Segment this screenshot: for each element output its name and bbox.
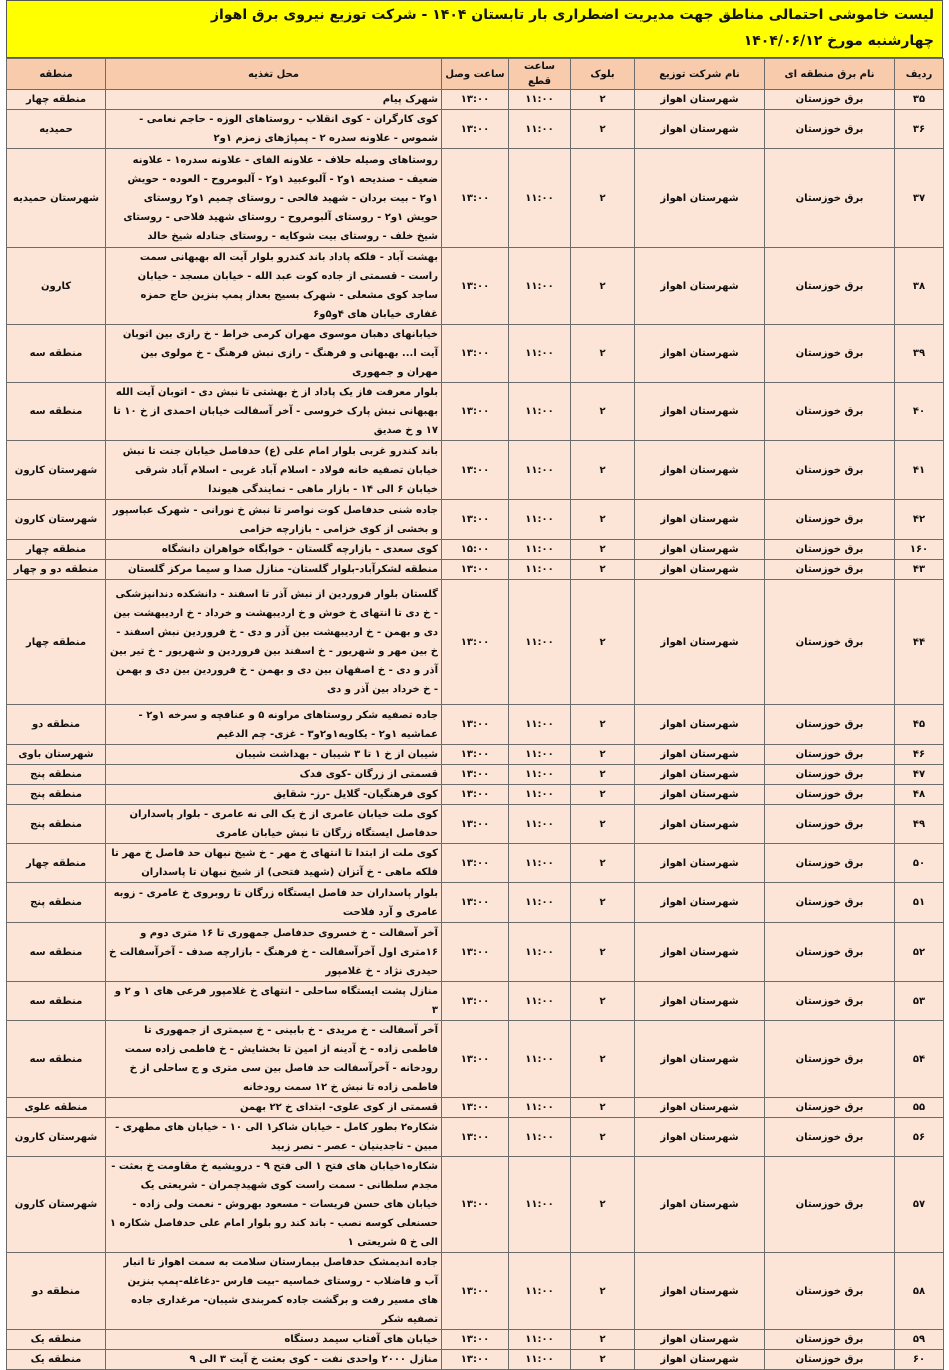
company-name-cell: شهرستان اهواز [635,745,765,765]
zone-name-cell: منطقه چهار [7,580,106,705]
table-row [7,540,944,560]
table-row [7,745,944,765]
cut-time-cell: ۱۱:۰۰ [509,248,571,325]
company-name-cell: شهرستان اهواز [635,1118,765,1157]
row-number-cell: ۵۸ [895,1253,944,1330]
connect-time-cell: ۱۳:۰۰ [442,441,509,500]
block-number-cell: ۲ [571,1350,635,1370]
block-number-cell: ۲ [571,1157,635,1253]
connect-time-cell: ۱۵:۰۰ [442,540,509,560]
zone-name-cell: منطقه دو و چهار [7,560,106,580]
cut-time-cell: ۱۱:۰۰ [509,923,571,982]
block-number-cell: ۲ [571,1330,635,1350]
cut-time-cell: ۱۱:۰۰ [509,1021,571,1098]
cut-time-cell: ۱۱:۰۰ [509,383,571,441]
feed-location-cell: بلوار پاسداران حد فاصل ایستگاه زرگان تا روبروی خ عامری - زوبه عامری و آرد فلاحت [106,883,442,923]
regional-name-cell: برق خوزستان [765,1350,895,1370]
row-number-cell: ۱۶۰ [895,540,944,560]
block-number-cell: ۲ [571,248,635,325]
connect-time-cell: ۱۳:۰۰ [442,1253,509,1330]
title-banner [6,0,943,58]
header-row-number: ردیف [895,59,944,90]
regional-name-cell: برق خوزستان [765,982,895,1021]
zone-name-cell: منطقه دو [7,1253,106,1330]
company-name-cell: شهرستان اهواز [635,982,765,1021]
company-name-cell: شهرستان اهواز [635,325,765,383]
connect-time-cell: ۱۳:۰۰ [442,248,509,325]
regional-name-cell: برق خوزستان [765,383,895,441]
cut-time-cell: ۱۱:۰۰ [509,110,571,149]
connect-time-cell: ۱۳:۰۰ [442,745,509,765]
connect-time-cell: ۱۳:۰۰ [442,1350,509,1370]
feed-location-cell: باند کندرو غربی بلوار امام علی (ع) حدفاصل خیابان جنت تا نبش خیابان تصفیه خانه فولاد - اسلام آباد غربی - اسلام آباد شرقی خیابان ۶ الی ۱۴ - بازار ماهی - نمایندگی هیوندا [106,441,442,500]
page-date: چهارشنبه مورخ ۱۴۰۴/۰۶/۱۲ [743,33,934,49]
connect-time-cell: ۱۳:۰۰ [442,765,509,785]
feed-location-cell: آخر آسفالت - خ خسروی حدفاصل جمهوری تا ۱۶ متری دوم و ۱۶متری اول آخرآسفالت - خ فرهنگ - بازارچه صدف - آخرآسفالت خ حیدری نژاد - خ غلامپور [106,923,442,982]
feed-location-cell: قسمتی از زرگان -کوی فدک [106,765,442,785]
connect-time-cell: ۱۳:۰۰ [442,705,509,745]
cut-time-cell: ۱۱:۰۰ [509,500,571,540]
zone-name-cell: شهرستان باوی [7,745,106,765]
zone-name-cell: منطقه یک [7,1350,106,1370]
block-number-cell: ۲ [571,785,635,805]
connect-time-cell: ۱۳:۰۰ [442,1330,509,1350]
company-name-cell: شهرستان اهواز [635,705,765,745]
connect-time-cell: ۱۳:۰۰ [442,805,509,844]
block-number-cell: ۲ [571,844,635,883]
company-name-cell: شهرستان اهواز [635,805,765,844]
row-number-cell: ۵۹ [895,1330,944,1350]
connect-time-cell: ۱۳:۰۰ [442,785,509,805]
regional-name-cell: برق خوزستان [765,1157,895,1253]
connect-time-cell: ۱۳:۰۰ [442,383,509,441]
block-number-cell: ۲ [571,883,635,923]
row-number-cell: ۵۴ [895,1021,944,1098]
regional-name-cell: برق خوزستان [765,1118,895,1157]
cut-time-cell: ۱۱:۰۰ [509,441,571,500]
cut-time-cell: ۱۱:۰۰ [509,1350,571,1370]
row-number-cell: ۴۳ [895,560,944,580]
row-number-cell: ۴۱ [895,441,944,500]
feed-location-cell: جاده شنی حدفاصل کوت نواصر تا نبش خ نورانی - شهرک عباسپور و بخشی از کوی خزامی - بازارچه خزامی [106,500,442,540]
table-row [7,441,944,500]
feed-location-cell: کوی ملت خیابان عامری از خ یک الی نه عامری - بلوار پاسداران حدفاصل ایستگاه زرگان تا نبش خیابان عامری [106,805,442,844]
zone-name-cell: منطقه سه [7,325,106,383]
table-row [7,325,944,383]
row-number-cell: ۴۰ [895,383,944,441]
row-number-cell: ۳۵ [895,90,944,110]
row-number-cell: ۴۷ [895,765,944,785]
zone-name-cell: منطقه سه [7,383,106,441]
cut-time-cell: ۱۱:۰۰ [509,1157,571,1253]
zone-name-cell: شهرستان حمیدیه [7,149,106,248]
feed-location-cell: شیبان از خ ۱ تا ۳ شیبان - بهداشت شیبان [106,745,442,765]
block-number-cell: ۲ [571,1098,635,1118]
feed-location-cell: کوی سعدی - بازارچه گلستان - خوابگاه خواهران دانشگاه [106,540,442,560]
feed-location-cell: کوی فرهنگیان- گلایل -رز- شقایق [106,785,442,805]
table-row [7,923,944,982]
table-row [7,1330,944,1350]
company-name-cell: شهرستان اهواز [635,540,765,560]
connect-time-cell: ۱۳:۰۰ [442,1021,509,1098]
zone-name-cell: منطقه پنج [7,785,106,805]
regional-name-cell: برق خوزستان [765,540,895,560]
cut-time-cell: ۱۱:۰۰ [509,1253,571,1330]
feed-location-cell: بهشت آباد - فلکه پاداد باند کندرو بلوار آیت اله بهبهانی سمت راست - قسمتی از جاده کوت عبد الله - خیابان مسجد - خیابان ساجد کوی مشعلی - شهرک بسیج بعداز پمپ بنزین حاج حمزه غفاری خیابان های ۴و۵و۶ [106,248,442,325]
feed-location-cell: شکاره۱خیابان های فتح ۱ الی فتح ۹ - درویشیه خ مقاومت خ بعثت - مجدم سلطانی - سمت راست کوی شهیدچمران - شریعتی یک خیابان های حسن فریسات - مسعود بهروش - نعمت ولی زاده - حسنعلی کوسه نصب - باند کند رو بلوار امام علی حدفاصل شکاره ۱ الی خ ۵ شریعتی ۱ [106,1157,442,1253]
regional-name-cell: برق خوزستان [765,1098,895,1118]
block-number-cell: ۲ [571,383,635,441]
feed-location-cell: گلستان بلوار فروردین از نبش آذر تا اسفند - دانشکده دندانپزشکی - خ دی تا انتهای خ خوش و خ اردیبهشت و خرداد - خ اردیبهشت بین دی و بهمن - خ اردیبهشت بین آذر و دی - خ فروردین نبش اسفند - خ بین مهر و شهریور - خ اسفند بین فروردین و شهریور - خ تیر بین آذر و دی - خ اصفهان بین دی و بهمن - خ فروردین بین دی و بهمن - خ خرداد بین آذر و دی [106,580,442,705]
table-row [7,110,944,149]
connect-time-cell: ۱۳:۰۰ [442,1098,509,1118]
feed-location-cell: منطقه لشکرآباد-بلوار گلستان- منازل صدا و سیما مرکز گلستان [106,560,442,580]
cut-time-cell: ۱۱:۰۰ [509,1330,571,1350]
zone-name-cell: منطقه سه [7,982,106,1021]
zone-name-cell: منطقه دو [7,705,106,745]
table-row [7,383,944,441]
zone-name-cell: منطقه چهار [7,90,106,110]
block-number-cell: ۲ [571,580,635,705]
table-row [7,1021,944,1098]
zone-name-cell: منطقه سه [7,923,106,982]
table-row [7,1098,944,1118]
row-number-cell: ۵۰ [895,844,944,883]
header-block: بلوک [571,59,635,90]
zone-name-cell: منطقه سه [7,1021,106,1098]
table-row [7,883,944,923]
company-name-cell: شهرستان اهواز [635,883,765,923]
block-number-cell: ۲ [571,1118,635,1157]
connect-time-cell: ۱۳:۰۰ [442,982,509,1021]
cut-time-cell: ۱۱:۰۰ [509,90,571,110]
feed-location-cell: شکاره۲ بطور کامل - خیابان شاکر۱ الی ۱۰ - خیابان های مطهری - مبین - تاجدینیان - عصر - نصر زبید [106,1118,442,1157]
regional-name-cell: برق خوزستان [765,580,895,705]
block-number-cell: ۲ [571,540,635,560]
cut-time-cell: ۱۱:۰۰ [509,745,571,765]
document-page [6,0,943,1365]
feed-location-cell: کوی کارگران - کوی انقلاب - روستاهای الوزه - حاجم نعامی - شموس - علاونه سدره ۲ - پمپاژهای زمزم ۱و۲ [106,110,442,149]
regional-name-cell: برق خوزستان [765,149,895,248]
zone-name-cell: حمیدیه [7,110,106,149]
cut-time-cell: ۱۱:۰۰ [509,325,571,383]
row-number-cell: ۳۷ [895,149,944,248]
company-name-cell: شهرستان اهواز [635,580,765,705]
company-name-cell: شهرستان اهواز [635,1098,765,1118]
row-number-cell: ۵۱ [895,883,944,923]
regional-name-cell: برق خوزستان [765,785,895,805]
feed-location-cell: منازل پشت ایستگاه ساحلی - انتهای خ غلامپور فرعی های ۱ و ۲ و ۳ [106,982,442,1021]
table-row [7,248,944,325]
connect-time-cell: ۱۳:۰۰ [442,1157,509,1253]
company-name-cell: شهرستان اهواز [635,560,765,580]
company-name-cell: شهرستان اهواز [635,500,765,540]
company-name-cell: شهرستان اهواز [635,765,765,785]
zone-name-cell: شهرستان کارون [7,1157,106,1253]
feed-location-cell: قسمتی از کوی علوی- ابتدای خ ۲۲ بهمن [106,1098,442,1118]
row-number-cell: ۴۴ [895,580,944,705]
block-number-cell: ۲ [571,500,635,540]
regional-name-cell: برق خوزستان [765,1021,895,1098]
regional-name-cell: برق خوزستان [765,110,895,149]
feed-location-cell: بلوار معرفت فاز یک پاداد از خ بهشتی تا نبش دی - اتوبان آیت الله بهبهانی نبش پارک خروسی - آخر آسفالت خیابان احمدی از خ ۱۰ تا ۱۷ و خ صدیق [106,383,442,441]
feed-location-cell: آخر آسفالت - خ مریدی - خ بابینی - خ سیمتری از جمهوری تا فاطمی زاده - خ آدینه از امین تا بخشایش - خ فاطمی زاده سمت رودخانه - آخرآسفالت حد فاصل بین سی متری و ج ساحلی از خ فاطمی زاده تا نبش خ ۱۲ سمت رودخانه [106,1021,442,1098]
company-name-cell: شهرستان اهواز [635,1157,765,1253]
block-number-cell: ۲ [571,90,635,110]
regional-name-cell: برق خوزستان [765,705,895,745]
cut-time-cell: ۱۱:۰۰ [509,765,571,785]
regional-name-cell: برق خوزستان [765,500,895,540]
block-number-cell: ۲ [571,1253,635,1330]
row-number-cell: ۵۷ [895,1157,944,1253]
row-number-cell: ۵۳ [895,982,944,1021]
regional-name-cell: برق خوزستان [765,765,895,785]
regional-name-cell: برق خوزستان [765,844,895,883]
cut-time-cell: ۱۱:۰۰ [509,580,571,705]
feed-location-cell: خیابانهای دهبان موسوی مهران کرمی خراط - خ رازی بین اتوبان آیت ا... بهبهانی و فرهنگ - رازی نبش فرهنگ - خ مولوی بین مهران و جمهوری [106,325,442,383]
block-number-cell: ۲ [571,982,635,1021]
block-number-cell: ۲ [571,149,635,248]
zone-name-cell: منطقه علوی [7,1098,106,1118]
regional-name-cell: برق خوزستان [765,923,895,982]
feed-location-cell: منازل ۲۰۰۰ واحدی نفت - کوی بعثت خ آیت ۳ الی ۹ [106,1350,442,1370]
zone-name-cell: شهرستان کارون [7,500,106,540]
row-number-cell: ۴۹ [895,805,944,844]
company-name-cell: شهرستان اهواز [635,844,765,883]
table-row [7,90,944,110]
row-number-cell: ۴۵ [895,705,944,745]
header-company: نام شرکت توزیع [635,59,765,90]
zone-name-cell: منطقه پنج [7,805,106,844]
regional-name-cell: برق خوزستان [765,1330,895,1350]
connect-time-cell: ۱۳:۰۰ [442,844,509,883]
company-name-cell: شهرستان اهواز [635,90,765,110]
block-number-cell: ۲ [571,765,635,785]
table-row [7,844,944,883]
header-zone: منطقه [7,59,106,90]
block-number-cell: ۲ [571,923,635,982]
table-row [7,560,944,580]
table-row [7,785,944,805]
regional-name-cell: برق خوزستان [765,560,895,580]
regional-name-cell: برق خوزستان [765,745,895,765]
connect-time-cell: ۱۳:۰۰ [442,325,509,383]
connect-time-cell: ۱۳:۰۰ [442,580,509,705]
table-row [7,1118,944,1157]
zone-name-cell: منطقه پنج [7,883,106,923]
regional-name-cell: برق خوزستان [765,1253,895,1330]
connect-time-cell: ۱۳:۰۰ [442,149,509,248]
row-number-cell: ۵۵ [895,1098,944,1118]
block-number-cell: ۲ [571,325,635,383]
feed-location-cell: کوی ملت از ابتدا تا انتهای خ مهر - خ شیخ نبهان حد فاصل خ مهر تا فلکه ماهی - خ آتزان (شهید فتحی) از شیخ نبهان تا پاسداران [106,844,442,883]
company-name-cell: شهرستان اهواز [635,441,765,500]
cut-time-cell: ۱۱:۰۰ [509,1098,571,1118]
cut-time-cell: ۱۱:۰۰ [509,149,571,248]
header-cut-time: ساعت قطع [509,59,571,90]
cut-time-cell: ۱۱:۰۰ [509,560,571,580]
table-header-row [7,59,944,90]
table-row [7,805,944,844]
block-number-cell: ۲ [571,560,635,580]
connect-time-cell: ۱۳:۰۰ [442,923,509,982]
connect-time-cell: ۱۳:۰۰ [442,90,509,110]
row-number-cell: ۳۹ [895,325,944,383]
header-regional: نام برق منطقه ای [765,59,895,90]
company-name-cell: شهرستان اهواز [635,248,765,325]
feed-location-cell: روستاهای وصیله حلاف - علاونه الفای - علاونه سدره۱ - علاونه ضعیف - صندیحه ۱و۲ - آلبوعبید ۱و۲ - آلبومروح - العوده - حویش ۱و۲ - بیت بردان - شهید فالحی - روستای چمیم ۱و۲ روستای حویش ۱و۲ - روستای آلبومروح - روستای شهید فلاحی - روستای شیخ خلف - روستای بیت شوکایه - روستای جنادله شیخ خالد [106,149,442,248]
row-number-cell: ۵۲ [895,923,944,982]
company-name-cell: شهرستان اهواز [635,923,765,982]
company-name-cell: شهرستان اهواز [635,149,765,248]
block-number-cell: ۲ [571,1021,635,1098]
zone-name-cell: شهرستان کارون [7,1118,106,1157]
regional-name-cell: برق خوزستان [765,248,895,325]
zone-name-cell: منطقه پنج [7,765,106,785]
cut-time-cell: ۱۱:۰۰ [509,1118,571,1157]
table-row [7,765,944,785]
row-number-cell: ۶۰ [895,1350,944,1370]
company-name-cell: شهرستان اهواز [635,785,765,805]
table-row [7,500,944,540]
connect-time-cell: ۱۳:۰۰ [442,1118,509,1157]
table-row [7,580,944,705]
table-row [7,982,944,1021]
cut-time-cell: ۱۱:۰۰ [509,540,571,560]
company-name-cell: شهرستان اهواز [635,1330,765,1350]
company-name-cell: شهرستان اهواز [635,383,765,441]
zone-name-cell: منطقه یک [7,1330,106,1350]
zone-name-cell: منطقه چهار [7,540,106,560]
outage-table [6,58,944,1370]
cut-time-cell: ۱۱:۰۰ [509,785,571,805]
page-title: لیست خاموشی احتمالی مناطق جهت مدیریت اضطراری بار تابستان ۱۴۰۴ - شرکت توزیع نیروی برق اهواز [210,7,934,23]
feed-location-cell: جاده تصفیه شکر روستاهای مراونه ۵ و عنافچه و سرخه ۱و۲ - عماشیه ۱و۲ - یکاویه۱و۲و۳ - غزی- چم الدغیم [106,705,442,745]
row-number-cell: ۴۲ [895,500,944,540]
feed-location-cell: جاده اندیمشک حدفاصل بیمارستان سلامت به سمت اهواز تا انبار آب و فاضلاب - روستای خماسیه -بیت فارس -دغاغله-پمپ بنزین های مسیر رفت و برگشت جاده کمربندی شیبان- مرغداری جاده تصفیه شکر [106,1253,442,1330]
regional-name-cell: برق خوزستان [765,883,895,923]
company-name-cell: شهرستان اهواز [635,1350,765,1370]
connect-time-cell: ۱۳:۰۰ [442,883,509,923]
regional-name-cell: برق خوزستان [765,805,895,844]
cut-time-cell: ۱۱:۰۰ [509,982,571,1021]
connect-time-cell: ۱۳:۰۰ [442,560,509,580]
header-feed-location: محل تغذیه [106,59,442,90]
row-number-cell: ۳۶ [895,110,944,149]
block-number-cell: ۲ [571,805,635,844]
company-name-cell: شهرستان اهواز [635,110,765,149]
regional-name-cell: برق خوزستان [765,325,895,383]
cut-time-cell: ۱۱:۰۰ [509,844,571,883]
regional-name-cell: برق خوزستان [765,441,895,500]
zone-name-cell: شهرستان کارون [7,441,106,500]
connect-time-cell: ۱۳:۰۰ [442,500,509,540]
row-number-cell: ۵۶ [895,1118,944,1157]
connect-time-cell: ۱۳:۰۰ [442,110,509,149]
table-row [7,1253,944,1330]
cut-time-cell: ۱۱:۰۰ [509,883,571,923]
block-number-cell: ۲ [571,705,635,745]
table-row [7,149,944,248]
table-row [7,1350,944,1370]
header-connect-time: ساعت وصل [442,59,509,90]
block-number-cell: ۲ [571,441,635,500]
table-row [7,705,944,745]
regional-name-cell: برق خوزستان [765,90,895,110]
row-number-cell: ۴۶ [895,745,944,765]
block-number-cell: ۲ [571,745,635,765]
feed-location-cell: شهرک پیام [106,90,442,110]
table-row [7,1157,944,1253]
feed-location-cell: خیابان های آفتاب سیمد دستگاه [106,1330,442,1350]
zone-name-cell: کارون [7,248,106,325]
row-number-cell: ۳۸ [895,248,944,325]
cut-time-cell: ۱۱:۰۰ [509,805,571,844]
cut-time-cell: ۱۱:۰۰ [509,705,571,745]
block-number-cell: ۲ [571,110,635,149]
company-name-cell: شهرستان اهواز [635,1021,765,1098]
zone-name-cell: منطقه چهار [7,844,106,883]
row-number-cell: ۴۸ [895,785,944,805]
company-name-cell: شهرستان اهواز [635,1253,765,1330]
